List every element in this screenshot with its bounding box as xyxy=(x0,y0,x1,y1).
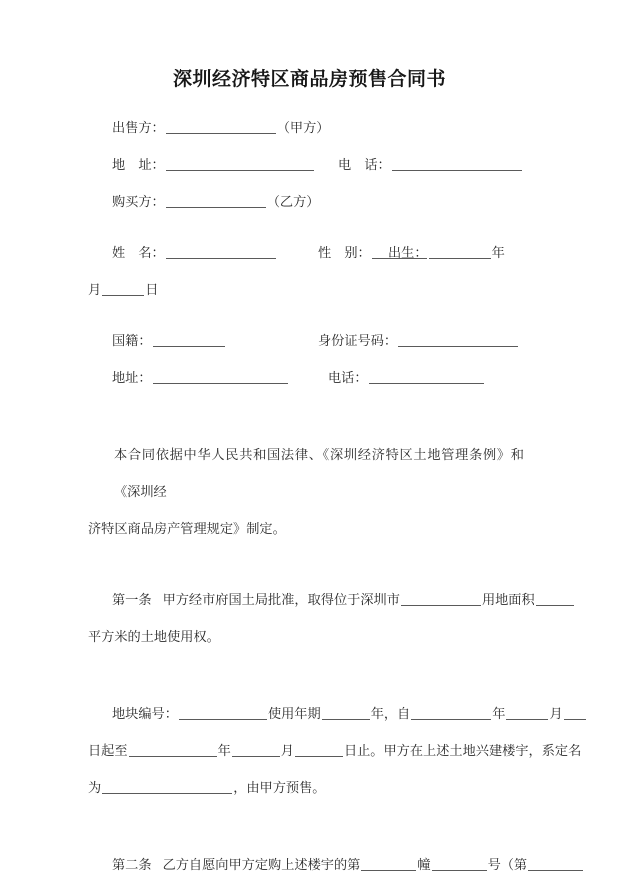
spacer xyxy=(88,656,524,696)
buyer-nationality-row xyxy=(88,323,524,360)
buyer-row xyxy=(88,184,524,221)
use-term-label: 使用年期 xyxy=(267,707,321,722)
page-title: 深圳经济特区商品房预售合同书 xyxy=(172,68,446,90)
seller-address-row xyxy=(88,147,524,184)
preamble-line-2: 济特区商品房产管理规定》制定。 xyxy=(88,522,286,537)
article-one-location-blank[interactable] xyxy=(401,591,481,606)
buyer-name-label: 姓 名： xyxy=(112,246,165,261)
floor-number-blank[interactable] xyxy=(528,856,583,871)
seller-phone-group xyxy=(338,147,523,184)
start-month-unit: 月 xyxy=(549,707,563,722)
land-parcel-wrap-row xyxy=(88,733,582,770)
end-day-blank[interactable] xyxy=(295,742,343,757)
buyer-birth-label: 出生： xyxy=(388,246,428,261)
unit-number-label: 号（第 xyxy=(487,858,528,873)
preamble-line-1: 本合同依据中华人民共和国法律、《深圳经济特区土地管理条例》和《深圳经 xyxy=(114,448,524,500)
buyer-party-note: （乙方） xyxy=(266,195,320,210)
buyer-birth-month-blank[interactable] xyxy=(102,281,144,296)
buyer-birth-year-blank[interactable] xyxy=(429,244,491,259)
seller-address-input-blank[interactable] xyxy=(166,156,314,171)
building-name-blank[interactable] xyxy=(102,779,232,794)
building-name-row xyxy=(88,770,524,807)
use-term-blank[interactable] xyxy=(322,705,370,720)
spacer xyxy=(88,548,524,582)
land-parcel-row xyxy=(88,696,563,733)
article-two-heading: 第二条 xyxy=(112,858,152,873)
buyer-phone-group xyxy=(328,360,485,397)
start-month-blank[interactable] xyxy=(506,705,548,720)
buyer-address-row xyxy=(88,360,524,397)
buyer-id-input-blank[interactable] xyxy=(398,332,518,347)
document-body xyxy=(88,110,582,884)
article-one-text-b: 用地面积 xyxy=(481,593,535,608)
buyer-address-input-blank[interactable] xyxy=(153,369,288,384)
article-one-row xyxy=(88,582,535,619)
parcel-number-blank[interactable] xyxy=(179,705,267,720)
building-name-prefix: 为 xyxy=(88,781,102,796)
seller-phone-input-blank[interactable] xyxy=(392,156,522,171)
buyer-phone-label: 电话： xyxy=(328,371,368,386)
preamble-paragraph xyxy=(88,437,524,548)
article-two-row xyxy=(88,847,528,884)
seller-phone-label: 电 话： xyxy=(338,158,391,173)
start-day-blank[interactable] xyxy=(564,705,586,720)
parcel-number-label: 地块编号： xyxy=(112,707,178,722)
buyer-phone-input-blank[interactable] xyxy=(369,369,484,384)
start-year-unit: 年 xyxy=(492,707,506,722)
building-name-suffix: ，由甲方预售。 xyxy=(233,781,326,796)
buyer-birth-wrap-row xyxy=(88,272,524,309)
unit-number-blank[interactable] xyxy=(432,856,487,871)
buyer-label: 购买方： xyxy=(112,195,165,210)
seller-label: 出售方： xyxy=(112,121,165,136)
seller-row xyxy=(88,110,524,147)
spacer xyxy=(88,309,524,323)
end-month-blank[interactable] xyxy=(232,742,280,757)
buyer-name-row xyxy=(88,235,524,272)
article-one-heading: 第一条 xyxy=(112,593,152,608)
use-term-year-unit: 年，自 xyxy=(370,707,411,722)
buyer-id-group xyxy=(318,323,519,360)
building-number-blank[interactable] xyxy=(361,856,416,871)
seller-party-note: （甲方） xyxy=(276,121,330,136)
building-unit-label: 幢 xyxy=(417,858,431,873)
birth-month-unit: 月 xyxy=(88,283,102,298)
buyer-input-blank[interactable] xyxy=(166,193,266,208)
buyer-address-label: 地址： xyxy=(112,371,152,386)
birth-day-unit: 日 xyxy=(145,283,159,298)
land-parcel-end-text: 日止。甲方在上述土地兴建楼宇，系定名 xyxy=(343,744,582,759)
spacer xyxy=(88,807,524,847)
buyer-nationality-label: 国籍： xyxy=(112,334,152,349)
article-one-wrap-row xyxy=(88,619,524,656)
seller-address-label: 地 址： xyxy=(112,158,165,173)
end-year-unit: 年 xyxy=(217,744,231,759)
from-label: 日起至 xyxy=(88,744,128,759)
buyer-birth-group xyxy=(388,235,505,272)
end-month-unit: 月 xyxy=(280,744,294,759)
article-two-text-a: 乙方自愿向甲方定购上述楼宇的第 xyxy=(162,858,361,873)
spacer xyxy=(88,397,524,437)
start-year-blank[interactable] xyxy=(411,705,491,720)
article-one-area-blank[interactable] xyxy=(536,591,574,606)
seller-input-blank[interactable] xyxy=(166,119,276,134)
buyer-nationality-input-blank[interactable] xyxy=(153,332,225,347)
article-one-text-c: 平方米的土地使用权。 xyxy=(88,630,220,645)
article-one-text-a: 甲方经市府国土局批准，取得位于深圳市 xyxy=(162,593,400,608)
end-year-blank[interactable] xyxy=(129,742,217,757)
buyer-name-input-blank[interactable] xyxy=(166,244,276,259)
buyer-gender-label: 性 别： xyxy=(318,246,371,261)
buyer-id-label: 身份证号码： xyxy=(318,334,398,349)
spacer xyxy=(88,221,524,235)
birth-year-unit: 年 xyxy=(491,246,505,261)
